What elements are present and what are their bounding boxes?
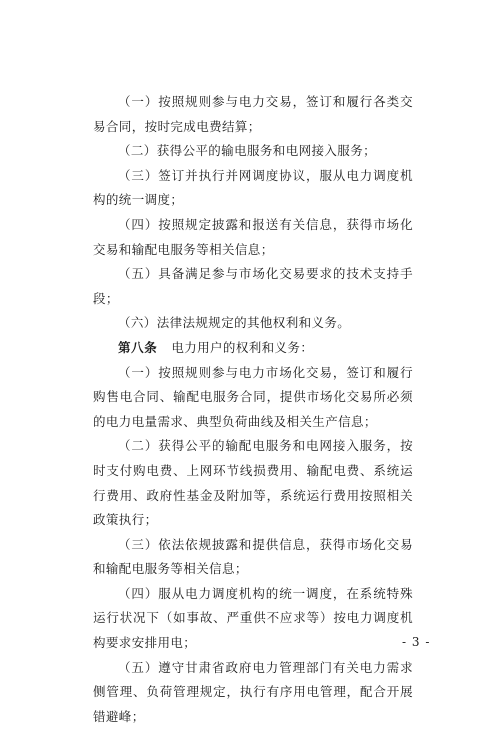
user-clause-5: （五）遵守甘肃省政府电力管理部门有关电力需求侧管理、负荷管理规定，执行有序用电管理，配合开展错避峰； [93, 659, 413, 724]
clause-2: （二）获得公平的输电服务和电网接入服务； [118, 143, 377, 159]
user-clause-3: （三）依法依规披露和提供信息，获得市场化交易和输配电服务等相关信息； [93, 536, 413, 577]
user-clause-2: （二）获得公平的输配电服务和电网接入服务，按时支付购电费、上网环节线损费用、输配电费、系统运行费用、政府性基金及附加等，系统运行费用按照相关政策执行； [93, 438, 413, 528]
clause-3: （三）签订并执行并网调度协议，服从电力调度机构的统一调度； [93, 167, 413, 208]
clause-6: （六）法律法规规定的其他权利和义务。 [118, 315, 351, 331]
document-body [93, 90, 413, 729]
article-8-heading [93, 336, 413, 361]
user-clause-4: （四）服从电力调度机构的统一调度，在系统特殊运行状况下（如事故、严重供不应求等）按电力调度机构要求安排用电； [93, 585, 413, 651]
clause-4: （四）按照规定披露和报送有关信息，获得市场化交易和输配电服务等相关信息； [93, 216, 413, 257]
article-number: 第八条 [118, 339, 158, 355]
user-clause-1: （一）按照规则参与电力市场化交易，签订和履行购售电合同、输配电服务合同，提供市场化交易所必须的电力电量需求、典型负荷曲线及相关生产信息； [93, 364, 413, 429]
page-number: - 3 - [402, 635, 431, 649]
clause-1: （一）按照规则参与电力交易，签订和履行各类交易合同，按时完成电费结算； [93, 94, 413, 134]
clause-5: （五）具备满足参与市场化交易要求的技术支持手段； [93, 266, 413, 306]
article-title: 电力用户的权利和义务： [171, 339, 314, 355]
